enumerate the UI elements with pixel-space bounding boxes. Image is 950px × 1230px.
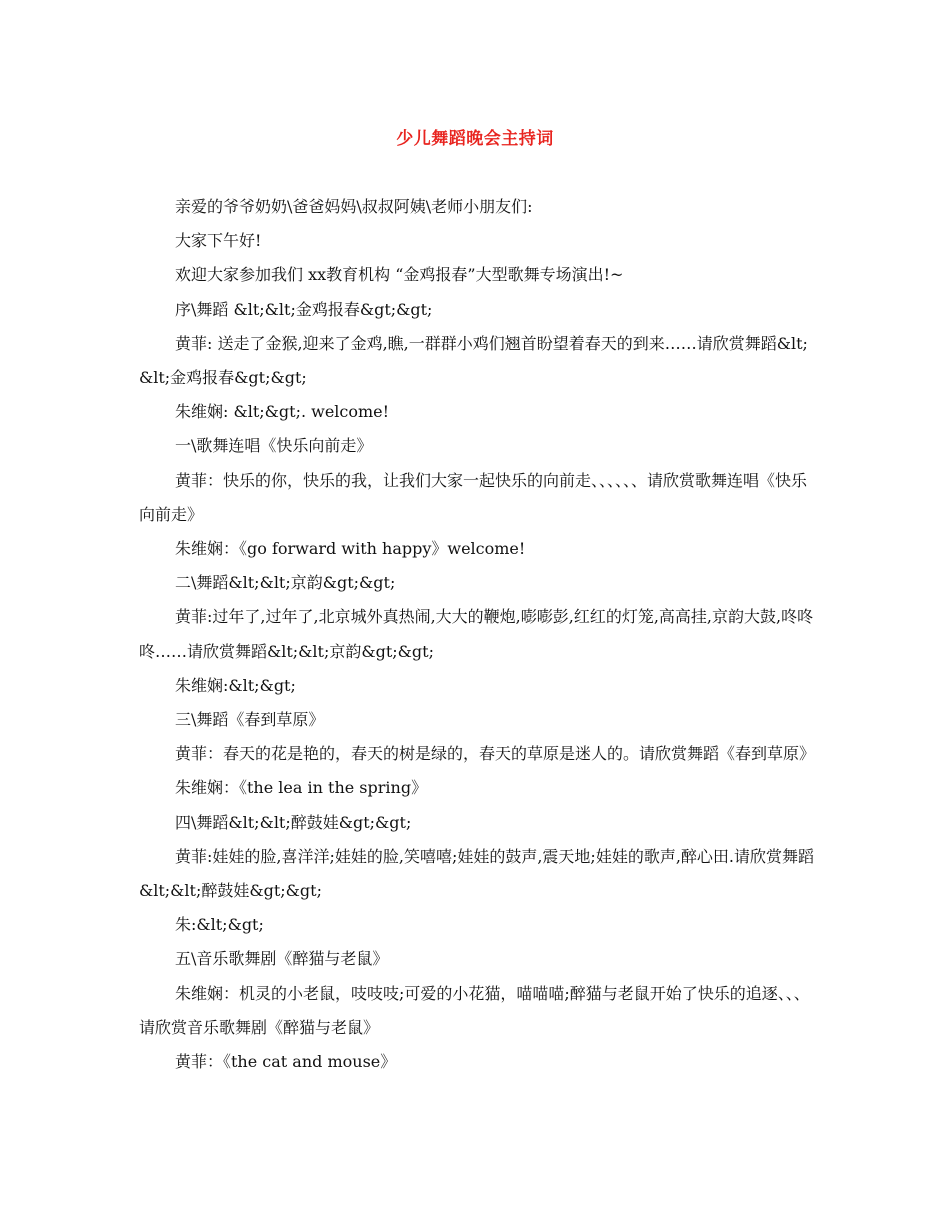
paragraph-host-line: 朱维娴：机灵的小老鼠，吱吱吱;可爱的小花猫，喵喵喵;醉猫与老鼠开始了快乐的追逐、、、请欣赏音乐歌舞剧《醉猫与老鼠》 (139, 983, 810, 1037)
paragraph-welcome: 欢迎大家参加我们 xx教育机构 “金鸡报春”大型歌舞专场演出!~ (175, 265, 624, 285)
paragraph-host-line: 黄菲:过年了,过年了,北京城外真热闹,大大的鞭炮,嘭嘭彭,红红的灯笼,高高挂,京韵大鼓,咚咚咚……请欣赏舞蹈&lt;&lt;京韵&gt;&gt; (139, 607, 814, 661)
paragraph-host-line: 黄菲：快乐的你，快乐的我，让我们大家一起快乐的向前走、、、、、、请欣赏歌舞连唱《快乐向前走》 (139, 470, 808, 524)
document-title: 少儿舞蹈晚会主持词 (396, 129, 554, 149)
paragraph-host-line: 朱:&lt;&gt; (175, 915, 264, 935)
paragraph-good-afternoon: 大家下午好! (175, 231, 262, 251)
document-body (139, 190, 814, 1079)
paragraph-host-line: 朱维娴：《the lea in the spring》 (175, 778, 428, 798)
paragraph-program-prelude: 序\舞蹈 &lt;&lt;金鸡报春&gt;&gt; (175, 299, 433, 319)
paragraph-program-item: 五\音乐歌舞剧《醉猫与老鼠》 (175, 949, 389, 969)
paragraph-host-line: 黄菲:娃娃的脸,喜洋洋;娃娃的脸,笑嘻嘻;娃娃的鼓声,震天地;娃娃的歌声,醉心田.请欣赏舞蹈&lt;&lt;醉鼓娃&gt;&gt; (139, 846, 814, 901)
paragraph-host-line: 黄菲：春天的花是艳的，春天的树是绿的，春天的草原是迷人的。请欣赏舞蹈《春到草原》 (175, 744, 816, 764)
paragraph-program-item: 四\舞蹈&lt;&lt;醉鼓娃&gt;&gt; (175, 812, 412, 832)
paragraph-program-item: 一\歌舞连唱《快乐向前走》 (175, 436, 373, 456)
paragraph-host-line: 朱维娴: &lt;&gt;. welcome! (175, 402, 390, 422)
paragraph-host-line: 朱维娴：《go forward with happy》welcome! (175, 539, 526, 559)
paragraph-program-item: 二\舞蹈&lt;&lt;京韵&gt;&gt; (175, 573, 396, 593)
paragraph-program-item: 三\舞蹈《春到草原》 (175, 710, 325, 730)
paragraph-host-line: 黄菲：《the cat and mouse》 (175, 1052, 397, 1072)
paragraph-host-line: 黄菲: 送走了金猴,迎来了金鸡,瞧,一群群小鸡们翘首盼望着春天的到来……请欣赏舞蹈&lt;&lt;金鸡报春&gt;&gt; (139, 333, 808, 388)
paragraph-host-line: 朱维娴:&lt;&gt; (175, 675, 296, 695)
paragraph-greeting: 亲爱的爷爷奶奶\爸爸妈妈\叔叔阿姨\老师小朋友们: (175, 197, 533, 216)
